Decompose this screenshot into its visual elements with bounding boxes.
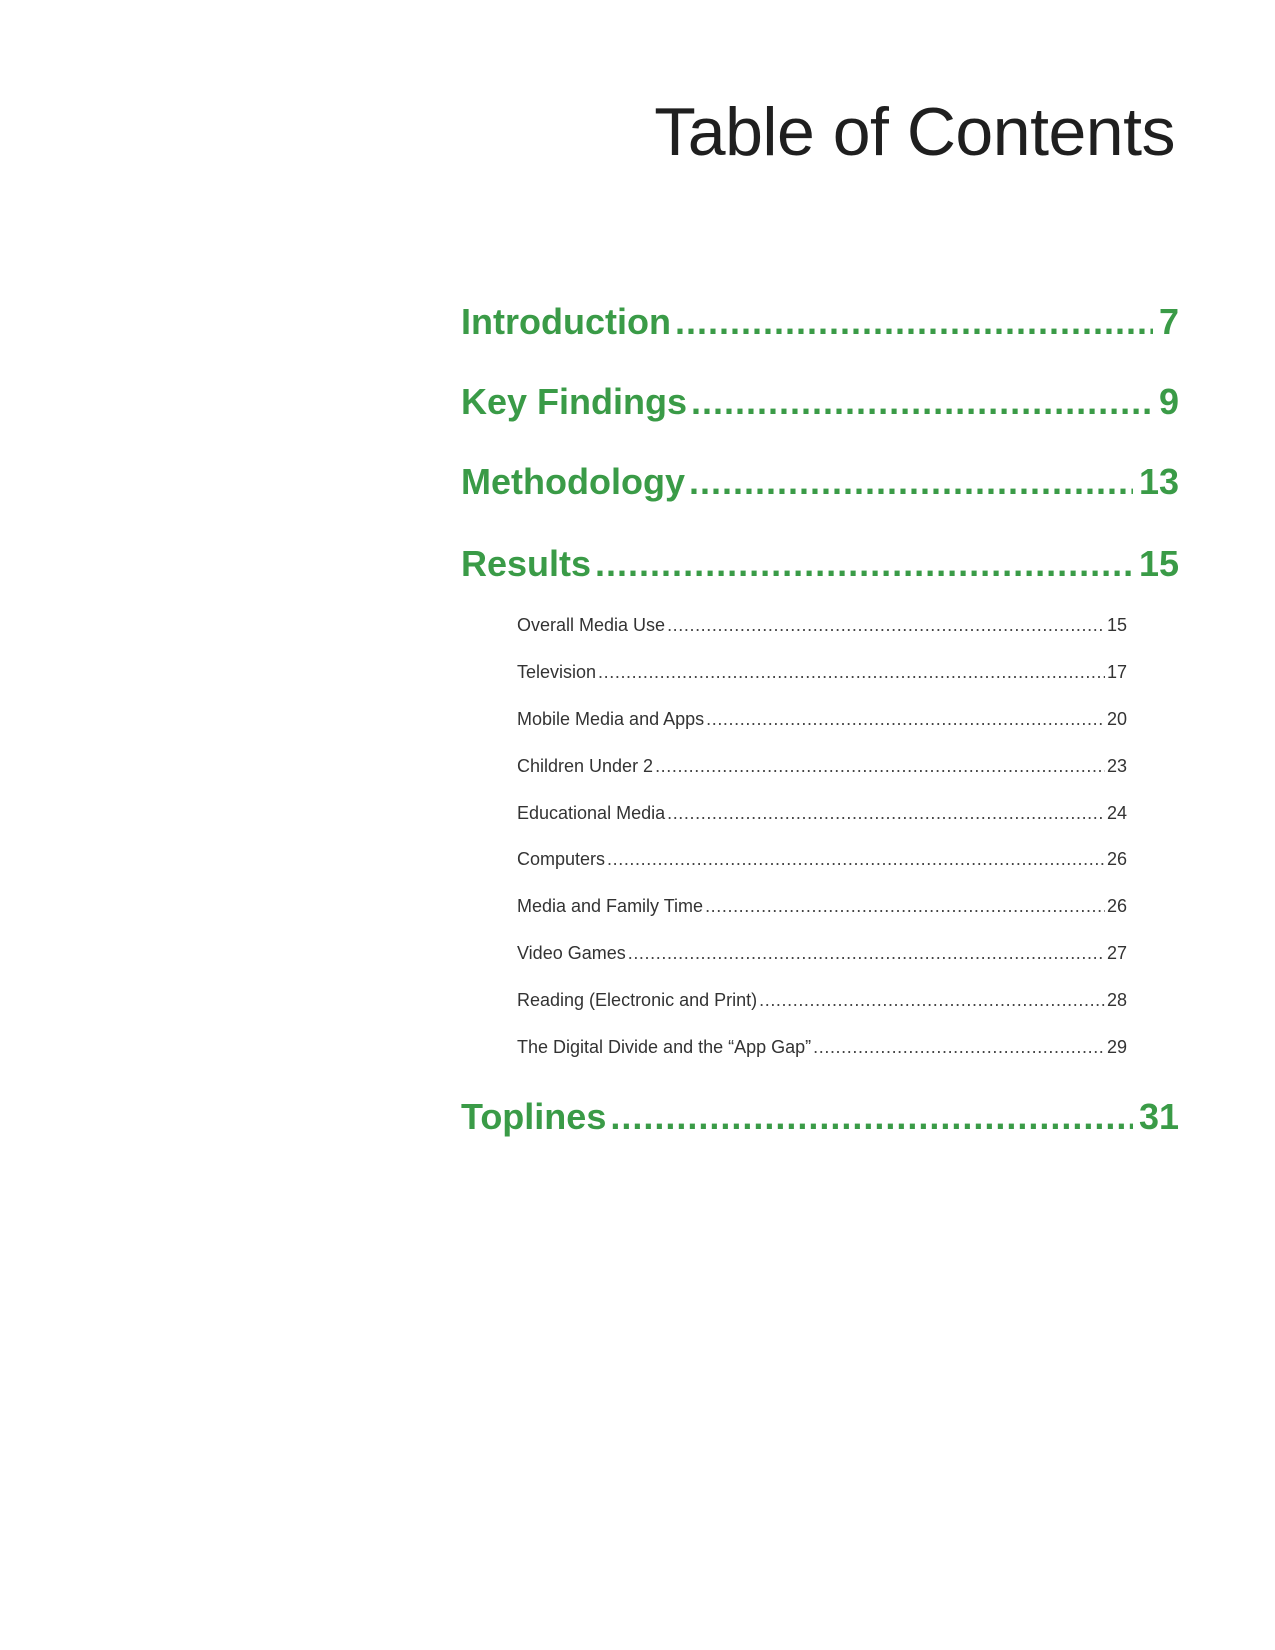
toc-entry-page-number: 15 bbox=[1138, 543, 1179, 584]
dot-leader bbox=[667, 613, 1105, 637]
page-title: Table of Contents bbox=[654, 94, 1175, 170]
toc-entry-label: Methodology bbox=[461, 461, 685, 502]
toc-subentry-page-number: 20 bbox=[1106, 709, 1127, 729]
dot-leader bbox=[706, 707, 1105, 731]
toc-subentry-digital-divide-app-gap[interactable] bbox=[517, 1035, 1127, 1059]
toc-entry-label: Toplines bbox=[461, 1096, 607, 1137]
toc-subentry-page-number: 26 bbox=[1106, 896, 1127, 916]
dot-leader bbox=[689, 460, 1133, 504]
toc-subentry-page-number: 27 bbox=[1106, 943, 1127, 963]
toc-entry-methodology[interactable] bbox=[461, 460, 1179, 504]
toc-subentry-mobile-media-and-apps[interactable] bbox=[517, 707, 1127, 731]
toc-subentry-label: Television bbox=[517, 662, 597, 682]
toc-entry-page-number: 31 bbox=[1138, 1096, 1179, 1137]
toc-subentry-overall-media-use[interactable] bbox=[517, 613, 1127, 637]
dot-leader bbox=[759, 988, 1105, 1012]
dot-leader bbox=[675, 300, 1153, 344]
toc-subentry-page-number: 17 bbox=[1106, 662, 1127, 682]
dot-leader bbox=[691, 380, 1153, 424]
toc-entry-toplines[interactable] bbox=[461, 1095, 1179, 1139]
toc-subentry-video-games[interactable] bbox=[517, 941, 1127, 965]
toc-subentry-reading[interactable] bbox=[517, 988, 1127, 1012]
dot-leader bbox=[598, 660, 1105, 684]
toc-subentry-label: Video Games bbox=[517, 943, 626, 963]
dot-leader bbox=[655, 754, 1105, 778]
toc-subentry-page-number: 15 bbox=[1106, 615, 1127, 635]
toc-entry-results[interactable] bbox=[461, 542, 1179, 586]
toc-subentry-label: Mobile Media and Apps bbox=[517, 709, 705, 729]
toc-subentry-page-number: 29 bbox=[1106, 1037, 1127, 1057]
dot-leader bbox=[628, 941, 1105, 965]
toc-subentry-page-number: 23 bbox=[1106, 756, 1127, 776]
toc-subentry-page-number: 28 bbox=[1106, 990, 1127, 1010]
toc-subentry-television[interactable] bbox=[517, 660, 1127, 684]
toc-entry-page-number: 9 bbox=[1158, 381, 1179, 422]
toc-entry-label: Results bbox=[461, 543, 592, 584]
toc-subentry-children-under-2[interactable] bbox=[517, 754, 1127, 778]
toc-entry-key-findings[interactable] bbox=[461, 380, 1179, 424]
dot-leader bbox=[607, 847, 1105, 871]
toc-subentry-label: Computers bbox=[517, 849, 606, 869]
toc-entry-page-number: 7 bbox=[1158, 301, 1179, 342]
dot-leader bbox=[610, 1095, 1133, 1139]
toc-subentry-label: Educational Media bbox=[517, 803, 666, 823]
toc-subentry-media-and-family-time[interactable] bbox=[517, 894, 1127, 918]
toc-subentry-label: Children Under 2 bbox=[517, 756, 654, 776]
toc-entry-label: Key Findings bbox=[461, 381, 688, 422]
toc-subentry-page-number: 26 bbox=[1106, 849, 1127, 869]
dot-leader bbox=[667, 801, 1105, 825]
toc-subentry-page-number: 24 bbox=[1106, 803, 1127, 823]
toc-subentry-educational-media[interactable] bbox=[517, 801, 1127, 825]
toc-subentry-computers[interactable] bbox=[517, 847, 1127, 871]
toc-entry-label: Introduction bbox=[461, 301, 671, 342]
toc-subentry-label: Reading (Electronic and Print) bbox=[517, 990, 758, 1010]
toc-entry-introduction[interactable] bbox=[461, 300, 1179, 344]
toc-subentry-label: The Digital Divide and the “App Gap” bbox=[517, 1037, 812, 1057]
dot-leader bbox=[813, 1035, 1105, 1059]
toc-subentry-label: Media and Family Time bbox=[517, 896, 704, 916]
dot-leader bbox=[705, 894, 1105, 918]
toc-subentry-label: Overall Media Use bbox=[517, 615, 666, 635]
dot-leader bbox=[595, 542, 1133, 586]
toc-entry-page-number: 13 bbox=[1138, 461, 1179, 502]
